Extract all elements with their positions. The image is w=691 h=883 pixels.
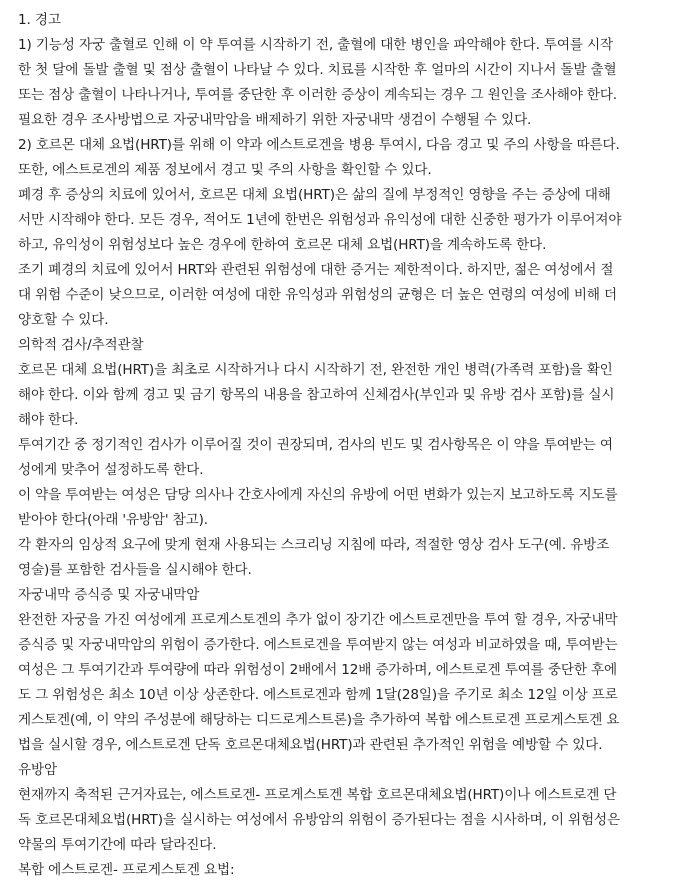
text-line: 해야 한다. 이와 함께 경고 및 금기 항목의 내용을 참고하여 신체검사(부인과 및 유방 검사 포함)를 실시: [18, 387, 615, 403]
text-line: 서만 시작해야 한다. 모든 경우, 적어도 1년에 한번은 위험성과 유익성에 대한 신중한 평가가 이루어져야: [18, 212, 622, 228]
text-line: 각 환자의 임상적 요구에 맞게 현재 사용되는 스크리닝 지침에 따라, 적절한 영상 검사 도구(예. 유방조: [18, 537, 610, 553]
text-line: 대 위험 수준이 낮으므로, 이러한 여성에 대한 유익성과 위험성의 균형은 더 높은 연령의 여성에 비해 더: [18, 287, 617, 303]
text-line: 해야 한다.: [18, 412, 79, 428]
text-line: 받아야 한다(아래 '유방암' 참고).: [18, 512, 208, 528]
text-line: 투여기간 중 정기적인 검사가 이루어질 것이 권장되며, 검사의 빈도 및 검사항목은 이 약을 투여받는 여: [18, 437, 613, 453]
text-line: 성에게 맞추어 설정하도록 한다.: [18, 462, 204, 478]
text-line: 1. 경고: [18, 12, 61, 28]
text-line: 도 그 위험성은 최소 10년 이상 상존한다. 에스트로겐과 함께 1달(28일)을 주기로 최소 12일 이상 프로: [18, 687, 618, 703]
text-line: 의학적 검사/추적관찰: [18, 337, 144, 353]
text-line: 약물의 투여기간에 따라 달라진다.: [18, 837, 217, 853]
text-line: 유방암: [18, 762, 57, 778]
text-line: 현재까지 축적된 근거자료는, 에스트로겐- 프로게스토겐 복합 호르몬대체요법(HRT)이나 에스트로겐 단: [18, 787, 617, 803]
text-line: 완전한 자궁을 가진 여성에게 프로게스토겐의 추가 없이 장기간 에스트로겐만을 투여 할 경우, 자궁내막: [18, 612, 618, 628]
text-line: 호르몬 대체 요법(HRT)을 최초로 시작하거나 다시 시작하기 전, 완전한 개인 병력(가족력 포함)을 확인: [18, 362, 613, 378]
text-line: 양호할 수 있다.: [18, 312, 109, 328]
text-line: 조기 폐경의 치료에 있어서 HRT와 관련된 위험성에 대한 증거는 제한적이다. 하지만, 젊은 여성에서 절: [18, 262, 614, 278]
text-line: 필요한 경우 조사방법으로 자궁내막암을 배제하기 위한 자궁내막 생검이 수행될 수 있다.: [18, 112, 532, 128]
text-line: 증식증 및 자궁내막암의 위험이 증가한다. 에스트로겐을 투여받지 않는 여성과 비교하였을 때, 투여받는: [18, 637, 618, 653]
text-line: 독 호르몬대체요법(HRT)을 실시하는 여성에서 유방암의 위험이 증가된다는 점을 시사하며, 이 위험성은: [18, 812, 620, 828]
text-line: 또는 점상 출혈이 나타나거나, 투여를 중단한 후 이러한 증상이 계속되는 경우 그 원인을 조사해야 한다.: [18, 87, 617, 103]
document-body: [18, 8, 686, 883]
text-line: 영술)를 포함한 검사들을 실시해야 한다.: [18, 562, 252, 578]
text-line: 2) 호르몬 대체 요법(HRT)를 위해 이 약과 에스트로겐을 병용 투여시, 다음 경고 및 주의 사항을 따른다.: [18, 137, 620, 153]
text-line: 자궁내막 증식증 및 자궁내막암: [18, 587, 200, 603]
text-line: 한 첫 달에 돌발 출혈 및 점상 출혈이 나타날 수 있다. 치료를 시작한 후 얼마의 시간이 지나서 돌발 출혈: [18, 62, 617, 78]
text-line: 하고, 유익성이 위험성보다 높은 경우에 한하여 호르몬 대체 요법(HRT)을 계속하도록 한다.: [18, 237, 547, 253]
text-line: 폐경 후 증상의 치료에 있어서, 호르몬 대체 요법(HRT)은 삶의 질에 부정적인 영향을 주는 증상에 대해: [18, 187, 611, 203]
text-line: 또한, 에스트로겐의 제품 정보에서 경고 및 주의 사항을 확인할 수 있다.: [18, 162, 432, 178]
text-line: 게스토겐(예, 이 약의 주성분에 해당하는 디드로게스트론)을 추가하여 복합 에스트로겐 프로게스토겐 요: [18, 712, 620, 728]
text-line: 여성은 그 투여기간과 투여량에 따라 위험성이 2배에서 12배 증가하며, 에스트로겐 투여를 중단한 후에: [18, 662, 617, 678]
text-line: 법을 실시할 경우, 에스트로겐 단독 호르몬대체요법(HRT)과 관련된 추가적인 위험을 예방할 수 있다.: [18, 737, 603, 753]
text-line: 이 약을 투여받는 여성은 담당 의사나 간호사에게 자신의 유방에 어떤 변화가 있는지 보고하도록 지도를: [18, 487, 618, 503]
text-line: 복합 에스트로겐- 프로게스토겐 요법:: [18, 862, 235, 878]
text-line: 1) 기능성 자궁 출혈로 인해 이 약 투여를 시작하기 전, 출혈에 대한 병인을 파악해야 한다. 투여를 시작: [18, 37, 614, 53]
